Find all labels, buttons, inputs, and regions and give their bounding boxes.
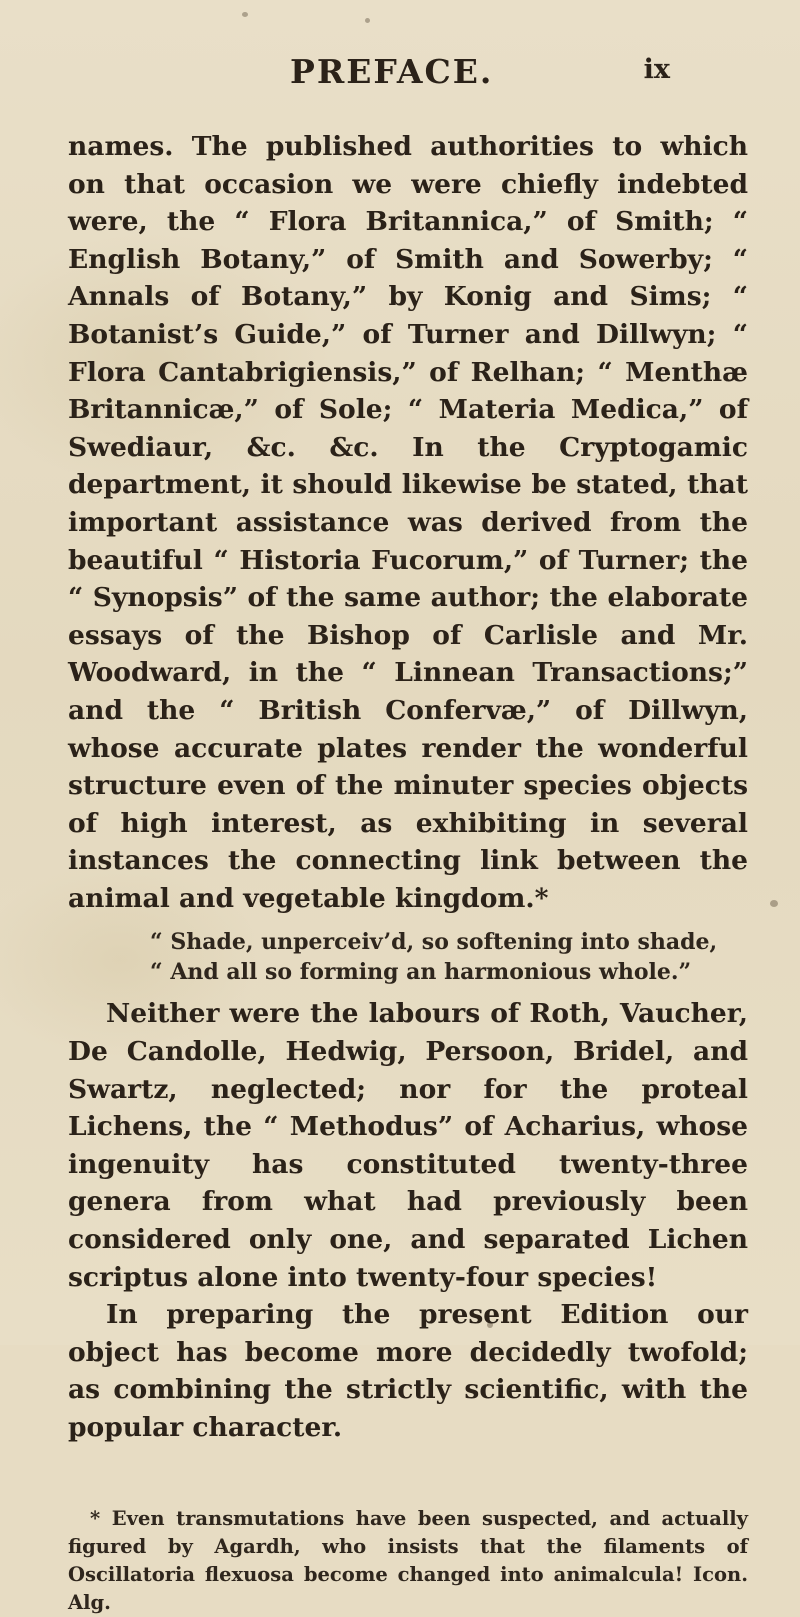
ink-speck <box>770 900 778 907</box>
verse-quote <box>68 927 748 987</box>
ink-speck <box>365 18 370 23</box>
footnote: * Even transmutations have been suspected, and actually figured by Agardh, who insists that the filaments of Oscillatoria flexuosa become changed into animalcula! Icon. Alg. <box>68 1506 748 1614</box>
footnote-gap <box>68 1447 748 1505</box>
running-head <box>290 52 670 92</box>
body-paragraph: In preparing the present Edition our object has become more decidedly twofold; as combining the strictly scientific, with the popular character. <box>68 1299 748 1443</box>
running-title: PREFACE. <box>290 52 494 91</box>
body-paragraph: Neither were the labours of Roth, Vaucher, De Candolle, Hedwig, Persoon, Bridel, and Swartz, neglected; nor for the proteal Lichens, the “ Methodus” of Acharius, whose ingenuity has constituted twenty-three genera from what had previously been considered only one, and separated Lichen scriptus alone into twenty-four species! <box>68 998 748 1293</box>
ink-speck <box>242 12 248 17</box>
body-paragraph: names. The published authorities to which on that occasion we were chiefly indebted were, the “ Flora Britannica,” of Smith; “ English Botany,” of Smith and Sowerby; “ Annals of Botany,” by Konig and Sims; “ Botanist’s Guide,” of Turner and Dillwyn; “ Flora Cantabrigiensis,” of Relhan; “ Menthæ Britannicæ,” of Sole; “ Materia Medica,” of Swediaur, &c. &c. In the Cryptogamic department, it should likewise be stated, that important assistance was derived from the beautiful “ Historia Fucorum,” of Turner; the “ Synopsis” of the same author; the elaborate essays of the Bishop of Carlisle and Mr. Woodward, in the “ Linnean Transactions;” and the “ British Confervæ,” of Dillwyn, whose accurate plates render the wonderful structure even of the minuter species objects of high interest, as exhibiting in several instances the connecting link between the animal and vegetable kingdom.* <box>68 131 748 914</box>
quote-line: “ Shade, unperceiv’d, so softening into shade, <box>150 929 718 956</box>
quote-line: “ And all so forming an harmonious whole.” <box>150 959 692 986</box>
text-block <box>68 128 748 1617</box>
page-number: ix <box>643 54 670 85</box>
